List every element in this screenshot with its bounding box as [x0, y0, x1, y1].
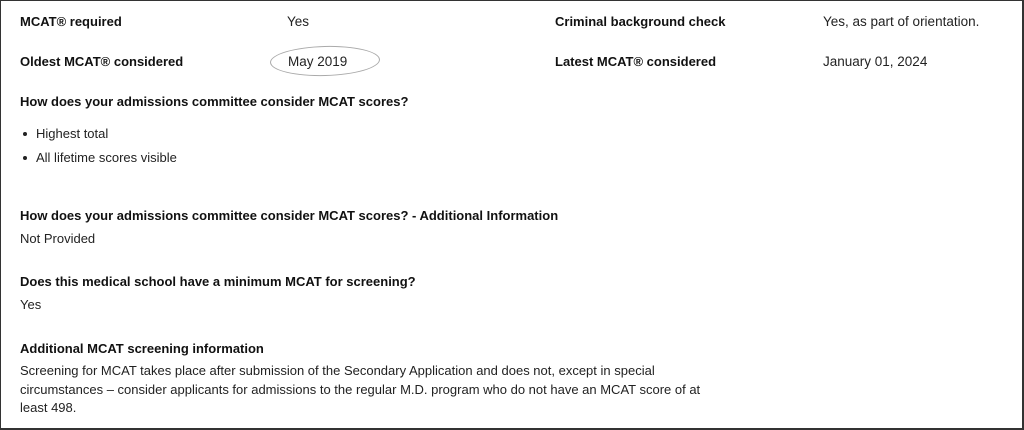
mcat-required-value: Yes [287, 14, 310, 29]
criminal-check-label: Criminal background check [555, 14, 726, 29]
bullet-icon [23, 156, 27, 160]
consider-scores-additional-answer: Not Provided [20, 231, 96, 246]
consider-scores-list [20, 124, 177, 172]
minimum-mcat-answer: Yes [20, 297, 42, 312]
screening-info-heading: Additional MCAT screening information [20, 341, 264, 356]
bullet-icon [23, 132, 27, 136]
list-item: Highest total [20, 124, 177, 148]
screening-info-answer: Screening for MCAT takes place after submission of the Secondary Application and does not, except in special circumstances – consider applicants for admissions to the regular M.D. program who do not have an MCAT score of at least 498. [20, 363, 701, 415]
criminal-check-value: Yes, as part of orientation. [823, 14, 980, 29]
oldest-mcat-label: Oldest MCAT® considered [20, 54, 184, 69]
list-item: All lifetime scores visible [20, 148, 177, 172]
oldest-mcat-value: May 2019 [288, 54, 348, 69]
latest-mcat-label: Latest MCAT® considered [555, 54, 717, 69]
consider-scores-additional-heading: How does your admissions committee consider MCAT scores? - Additional Information [20, 208, 559, 223]
minimum-mcat-heading: Does this medical school have a minimum MCAT for screening? [20, 274, 416, 289]
mcat-required-label: MCAT® required [20, 14, 122, 29]
consider-scores-heading: How does your admissions committee consider MCAT scores? [20, 94, 409, 109]
latest-mcat-value: January 01, 2024 [823, 54, 928, 69]
